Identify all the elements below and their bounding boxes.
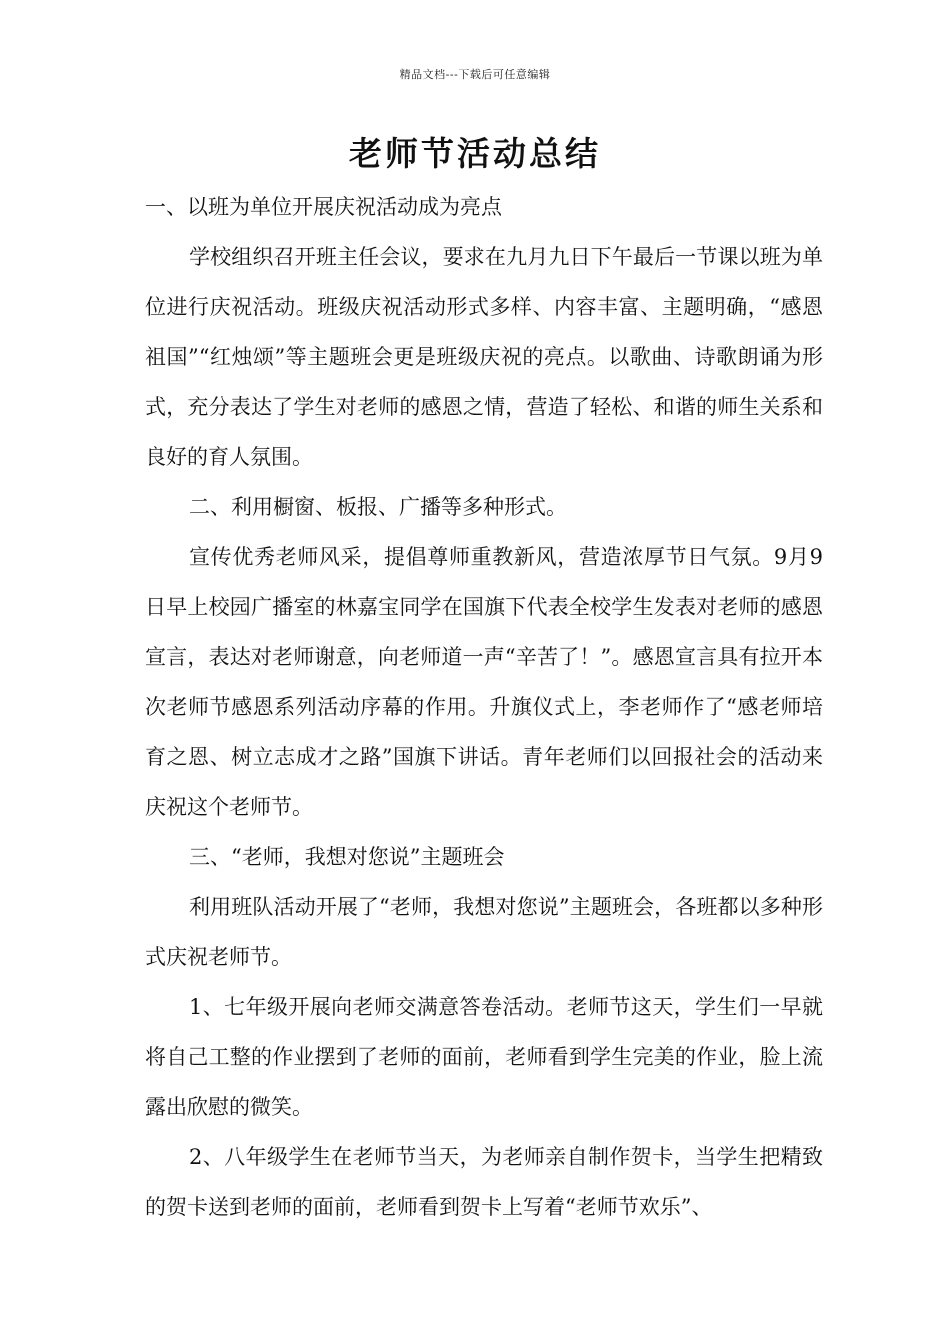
document-title: 老师节活动总结 <box>349 134 601 173</box>
section-heading-1: 一、以班为单位开展庆祝活动成为亮点 <box>145 195 502 219</box>
list-item-1: 1、七年级开展向老师交满意答卷活动。老师节这天，学生们一早就将自己工整的作业摆到了老师的面前，老师看到学生完美的作业，脸上流露出欣慰的微笑。 <box>145 995 823 1119</box>
paragraph-2: 宣传优秀老师风采，提倡尊师重教新风，营造浓厚节日气氛。9月9日早上校园广播室的林嘉宝同学在国旗下代表全校学生发表对老师的感恩宣言，表达对老师谢意，向老师道一声“辛苦了！”。感恩宣言具有拉开本次老师节感恩系列活动序幕的作用。升旗仪式上，李老师作了“感老师培育之恩、树立志成才之路”国旗下讲话。青年老师们以回报社会的活动来庆祝这个老师节。 <box>145 545 823 819</box>
paragraph-3: 利用班队活动开展了“老师，我想对您说”主题班会，各班都以多种形式庆祝老师节。 <box>145 895 823 969</box>
list-item-2: 2、八年级学生在老师节当天，为老师亲自制作贺卡，当学生把精致的贺卡送到老师的面前，老师看到贺卡上写着“老师节欢乐”、 <box>145 1145 823 1219</box>
header-note: 精品文档---下载后可任意编辑 <box>399 68 551 81</box>
section-heading-3: 三、“老师，我想对您说”主题班会 <box>189 845 505 869</box>
section-heading-2: 二、利用橱窗、板报、广播等多种形式。 <box>189 495 567 519</box>
paragraph-1: 学校组织召开班主任会议，要求在九月九日下午最后一节课以班为单位进行庆祝活动。班级庆祝活动形式多样、内容丰富、主题明确，“感恩祖国”“红烛颂”等主题班会更是班级庆祝的亮点。以歌曲、诗歌朗诵为形式，充分表达了学生对老师的感恩之情，营造了轻松、和谐的师生关系和良好的育人氛围。 <box>145 245 823 469</box>
document-body <box>145 182 823 1232</box>
